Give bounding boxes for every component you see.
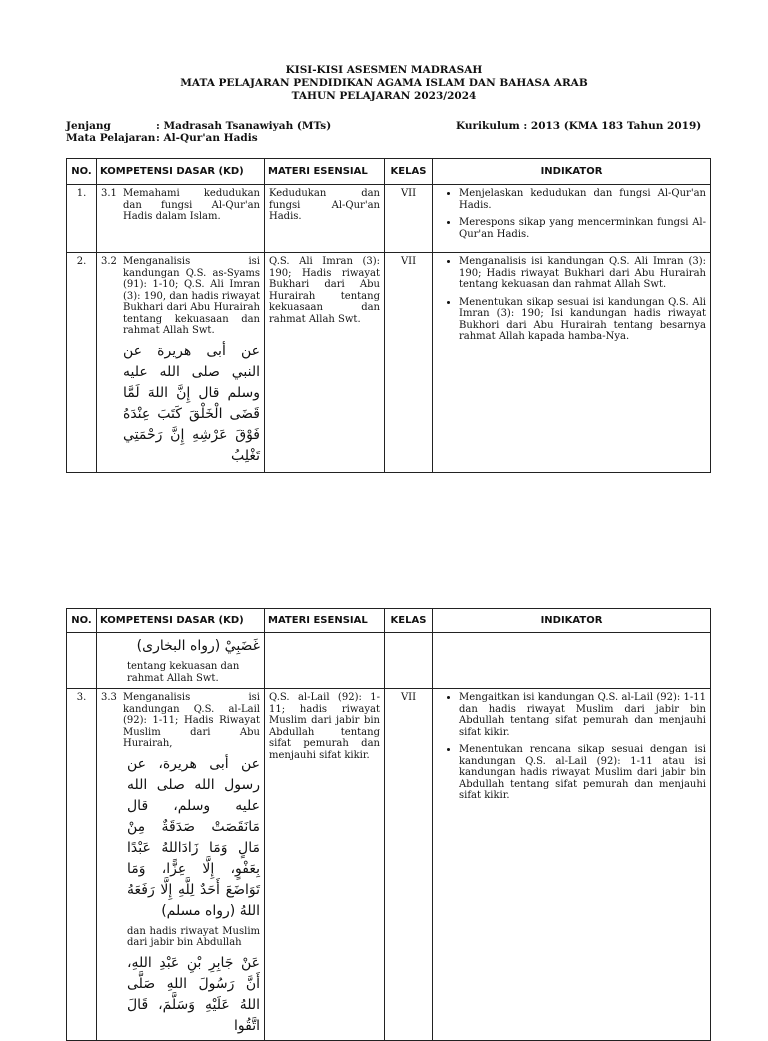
col-kd: KOMPETENSI DASAR (KD) (97, 609, 265, 633)
meta-left (66, 120, 331, 144)
kd-text: Memahami kedudukan dan fungsi Al-Qur'an Hadis dalam Islam. (123, 188, 260, 222)
kd-arabic-text: عن أبى هريرة، عن رسول الله صلى الله عليه وسلم، قال مَانَقَصَتْ صَدَقَةٌ مِنْ مَالٍ وَمَا زَادَاللهُ عَبْدًا بِعَفْوٍ، إِلَّا عِزًّا، وَمَا تَوَاضَعَ أَحَدٌ لِلَّهِ إِلَّا رَفَعَهُ اللهُ (رواه مسلم) (127, 755, 260, 919)
col-indikator: INDIKATOR (433, 609, 711, 633)
mapel-label: Mata Pelajaran (66, 132, 156, 144)
kd-arabic-text: غَضَبِيْ (رواه البخارى) (136, 638, 260, 654)
row-indikator (433, 633, 711, 689)
col-kelas: KELAS (385, 609, 433, 633)
meta-right (456, 120, 701, 132)
mapel-value: : Al-Qur'an Hadis (156, 132, 258, 144)
kd-arabic-text: عَنْ جَابِرِ بْنِ عَبْدِ اللهِ، أَنَّ رَسُولَ اللهِ صَلَّى اللهُ عَلَيْهِ وَسَلَّمَ، قَالَ اتَّقُوا (127, 954, 260, 1034)
row-materi: Kedudukan dan fungsi Al-Qur'an Hadis. (265, 185, 385, 253)
row-no: 2. (67, 253, 97, 473)
row-no: 3. (67, 689, 97, 1041)
document-header (0, 64, 768, 103)
kd-number: 3.1 (101, 188, 117, 199)
kd-text: dan hadis riwayat Muslim dari jabir bin Abdullah (127, 925, 260, 948)
col-kelas: KELAS (385, 159, 433, 185)
row-kd (97, 185, 265, 253)
table-row (67, 185, 711, 253)
indikator-item: • Merespons sikap yang mencerminkan fungsi Al-Qur'an Hadis. (459, 217, 706, 240)
table-row (67, 253, 711, 473)
doc-subject: MATA PELAJARAN PENDIDIKAN AGAMA ISLAM DAN BAHASA ARAB (180, 77, 588, 89)
row-materi: Q.S. al-Lail (92): 1-11; hadis riwayat Muslim dari jabir bin Abdullah tentang sifat pemurah dan menjauhi sifat kikir. (265, 689, 385, 1041)
doc-year: TAHUN PELAJARAN 2023/2024 (291, 90, 477, 102)
row-no: 1. (67, 185, 97, 253)
kd-text: Menganalisis isi kandungan Q.S. al-Lail (92): 1-11; Hadis Riwayat Muslim dari Abu Hurairah, (123, 692, 260, 749)
row-kd (97, 253, 265, 473)
col-kd: KOMPETENSI DASAR (KD) (97, 159, 265, 185)
kd-text: tentang kekuasan dan rahmat Allah Swt. (127, 661, 240, 684)
table-row (67, 689, 711, 1041)
indikator-item: • Menentukan sikap sesuai isi kandungan Q.S. Ali Imran (3): 190; Isi kandungan hadis riwayat Bukhori dari Abu Hurairah tentang besarnya rahmat Allah kapada hamba-Nya. (459, 297, 706, 343)
kd-text: Menganalisis isi kandungan Q.S. as-Syams (91): 1-10; Q.S. Ali Imran (3): 190, dan hadis riwayat Bukhari dari Abu Hurairah tentang kekuasaan dan rahmat Allah Swt. (123, 256, 260, 336)
col-no: NO. (67, 159, 97, 185)
jenjang-value: : Madrasah Tsanawiyah (MTs) (156, 120, 332, 132)
indikator-item: • Menentukan rencana sikap sesuai dengan isi kandungan Q.S. al-Lail (92): 1-11 atau isi kandungan hadis riwayat Muslim dari jabir bin Abdullah tentang sifat pemurah dan menjauhi sifat kikir. (459, 744, 706, 802)
kd-arabic-text: عن أبى هريرة عن النبي صلى الله عليه وسلم قال إِنَّ اللهَ لَمَّا قَضَى الْخَلْقَ كَتَبَ عِنْدَهُ فَوْقَ عَرْشِهِ إِنَّ رَحْمَتِي تَغْلِبُ (123, 342, 260, 464)
doc-title: KISI-KISI ASESMEN MADRASAH (285, 64, 483, 76)
row-no (67, 633, 97, 689)
row-kelas (385, 633, 433, 689)
col-materi: MATERI ESENSIAL (265, 609, 385, 633)
indikator-item: • Menjelaskan kedudukan dan fungsi Al-Qur'an Hadis. (459, 188, 706, 211)
kisi-table-2 (66, 608, 711, 1041)
table-row (67, 633, 711, 689)
row-indikator (433, 689, 711, 1041)
row-kd-continued (97, 633, 265, 689)
row-kelas: VII (385, 253, 433, 473)
kd-number: 3.3 (101, 692, 117, 703)
row-materi: Q.S. Ali Imran (3): 190; Hadis riwayat Bukhari dari Abu Hurairah tentang kekuasaan dan rahmat Allah Swt. (265, 253, 385, 473)
row-kelas: VII (385, 185, 433, 253)
row-indikator (433, 185, 711, 253)
indikator-item: • Menganalisis isi kandungan Q.S. Ali Imran (3): 190; Hadis riwayat Bukhari dari Abu Hurairah tentang kekuasan dan rahmat Allah Swt. (459, 256, 706, 291)
indikator-item: • Mengaitkan isi kandungan Q.S. al-Lail (92): 1-11 dan hadis riwayat Muslim dari jabir bin Abdullah tentang sifat pemurah dan menjauhi sifat kikir. (459, 692, 706, 738)
kurikulum-label: Kurikulum (456, 120, 520, 132)
row-kelas: VII (385, 689, 433, 1041)
row-materi (265, 633, 385, 689)
kurikulum-value: : 2013 (KMA 183 Tahun 2019) (523, 120, 702, 132)
kisi-table-1 (66, 158, 711, 473)
kd-number: 3.2 (101, 256, 117, 267)
col-no: NO. (67, 609, 97, 633)
col-indikator: INDIKATOR (433, 159, 711, 185)
jenjang-label: Jenjang (66, 120, 111, 132)
row-indikator (433, 253, 711, 473)
row-kd (97, 689, 265, 1041)
col-materi: MATERI ESENSIAL (265, 159, 385, 185)
